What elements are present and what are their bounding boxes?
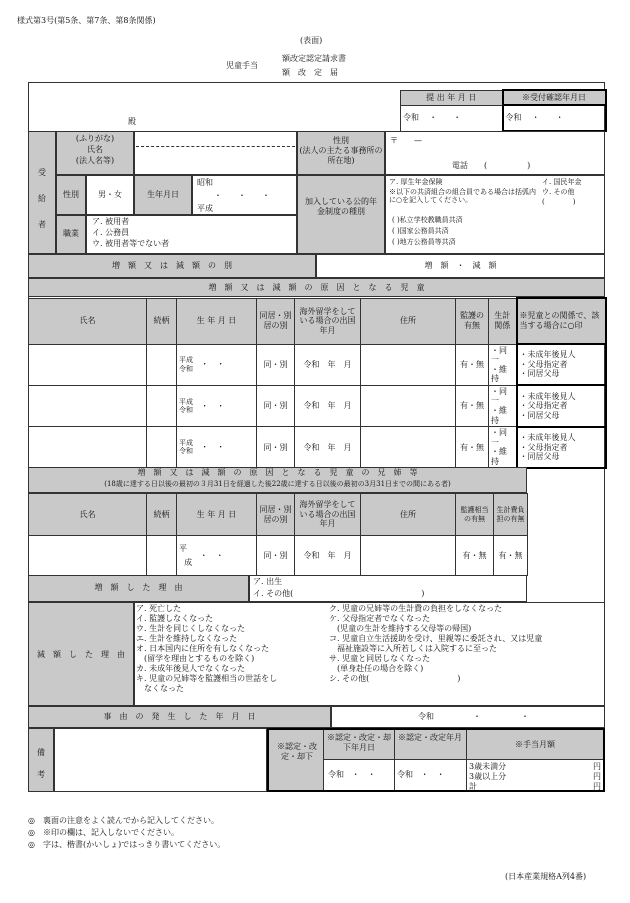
change-type-label: 増 額 又 は 減 額 の 別	[112, 261, 232, 270]
name-field[interactable]	[134, 131, 297, 175]
sib-col-abroad: 海外留学をしている場合の出国年月	[295, 494, 361, 536]
child-relation-field[interactable]	[147, 385, 177, 426]
child-name-field[interactable]	[29, 385, 147, 426]
corp-name-label: (法人名等)	[75, 156, 115, 165]
submit-date-field[interactable]: 令和 ・ ・	[401, 105, 503, 131]
receipt-date-label: ※受付確認年月日	[503, 90, 606, 105]
sib-col-address: 住所	[361, 494, 456, 536]
increase-reason-i: イ. その他( )	[253, 589, 425, 598]
child-birth-field[interactable]: 平成 令和 ・ ・	[177, 427, 257, 468]
submit-date-label: 提 出 年 月 日	[401, 90, 503, 105]
child-custody-field[interactable]: 有・無	[456, 344, 489, 385]
approval-label: ※認定・改定・却下	[277, 742, 317, 761]
phone-number: 電話 ( )	[452, 161, 531, 170]
title-prefix: 児童手当	[226, 61, 258, 70]
child-birth-field[interactable]: 平成 令和 ・ ・	[177, 385, 257, 426]
child-relation-field[interactable]	[147, 344, 177, 385]
pension-u-paren: ( )	[542, 198, 576, 206]
sib-birth-field[interactable]: 平 成 ・ ・	[177, 536, 257, 576]
birth-era-showa: 昭和	[197, 178, 213, 187]
furigana-label: (ふりがな)	[75, 134, 115, 143]
sib-col-name: 氏名	[29, 494, 147, 536]
child-name-field[interactable]	[29, 344, 147, 385]
birth-dots: ・ ・ ・	[214, 191, 270, 200]
child-abroad-field[interactable]: 令和 年 月	[295, 427, 361, 468]
job-a: ア. 被用者	[92, 217, 130, 226]
child-cohabit-field[interactable]: 同・別	[257, 385, 295, 426]
child-livelihood-field[interactable]: ・同一 ・維持	[489, 385, 517, 426]
child-abroad-field[interactable]: 令和 年 月	[295, 385, 361, 426]
child-note-field[interactable]: ・未成年後見人 ・父母指定者 ・同居父母	[517, 385, 606, 426]
sib-col-cohabit: 同居・別居の別	[257, 494, 295, 536]
sib-name-field[interactable]	[29, 536, 147, 576]
name-label: 氏名	[87, 145, 103, 154]
child-abroad-field[interactable]: 令和 年 月	[295, 344, 361, 385]
siblings-subtitle: (18歳に達する日以後の最初の３月31日を経過した後22歳に達する日以後の最初の3月31日までの間にある者)	[104, 480, 451, 488]
table-row	[29, 385, 606, 426]
job-i: イ. 公務員	[92, 228, 130, 237]
form-side: (表面)	[300, 36, 323, 45]
sib-col-relation: 続柄	[147, 494, 177, 536]
pension-note: ※以下の共済組合の組合員である場合は括弧内に○を記入してください。	[389, 188, 536, 205]
table-row	[29, 536, 528, 576]
gender-value: 男・女	[98, 190, 122, 199]
approval-month-label: ※認定・改定年月	[398, 733, 462, 742]
occurrence-field[interactable]	[331, 706, 605, 728]
child-relation-field[interactable]	[147, 427, 177, 468]
monthly-amount-field: 3歳未満分 円 3歳以上分 円 計 円	[469, 762, 601, 791]
sib-abroad-field[interactable]: 令和 年 月	[295, 536, 361, 576]
approval-date-label: ※認定・改定・却下年月日	[327, 733, 391, 752]
job-u: ウ. 被用者等でない者	[92, 239, 170, 248]
child-address-field[interactable]	[361, 344, 456, 385]
child-name-field[interactable]	[29, 427, 147, 468]
paper-standard: (日本産業規格A列4番)	[505, 872, 587, 881]
sib-address-field[interactable]	[361, 536, 456, 576]
child-cohabit-field[interactable]: 同・別	[257, 344, 295, 385]
sib-custody-field[interactable]: 有・無	[456, 536, 494, 576]
col-note: ※児童との関係で、該当する場合に○印	[517, 298, 606, 344]
decrease-reason-list-left: ア. 死亡した イ. 監護しなくなった ウ. 生計を同じくしなくなった エ. 生計を維持しなくなった オ. 日本国内に住所を有しなくなった (留学を理由とするものを除く) カ. 未成年後見人でなくなった キ. 児童の兄姉等を監護相当の世話をし なくなった	[136, 604, 278, 693]
sib-col-custody: 監護相当の有無	[456, 494, 494, 536]
child-custody-field[interactable]: 有・無	[456, 427, 489, 468]
child-birth-field[interactable]: 平成 令和 ・ ・	[177, 344, 257, 385]
sib-col-birth: 生 年 月 日	[177, 494, 257, 536]
title-line-2: 額 改 定 届	[282, 68, 338, 77]
pension-kyosai-3: ( )地方公務員等共済	[392, 238, 456, 246]
decrease-reason-list-right: ク. 児童の兄姉等の生計費の負担をしなくなった ケ. 父母指定者でなくなった (児童の生計を維持する父母等の帰国) コ. 児童自立生活援助を受け、里親等に委託され、又は児童 福祉施設等に入所若しくは入院するに至った サ. 児童と同居しなくなった (単身赴任の場合を除く) シ. その他( )	[329, 604, 543, 683]
divider	[394, 730, 395, 790]
remarks-field[interactable]	[54, 728, 267, 792]
sib-col-burden: 生計費負担の有無	[494, 494, 528, 536]
pension-u: ウ. その他	[542, 188, 575, 196]
child-livelihood-field[interactable]: ・同一 ・維持	[489, 344, 517, 385]
col-custody: 監護の有無	[456, 298, 489, 344]
col-address: 住所	[361, 298, 456, 344]
table-row	[29, 427, 606, 468]
child-custody-field[interactable]: 有・無	[456, 385, 489, 426]
form-number: 様式第3号(第5条、第7条、第8条関係)	[17, 16, 156, 25]
approval-month-field: 令和 ・ ・	[397, 770, 445, 779]
children-title: 増 額 又 は 減 額 の 原 因 と な る 児 童	[28, 278, 605, 297]
col-abroad: 海外留学をしている場合の出国年月	[295, 298, 361, 344]
sib-relation-field[interactable]	[147, 536, 177, 576]
pension-label: 加入している公的年金制度の種別	[305, 197, 377, 216]
applicant-section-label: 受 給 者	[38, 168, 46, 229]
increase-reason-label: 増 額 し た 理 由	[94, 583, 183, 592]
col-cohabit: 同居・別居の別	[257, 298, 295, 344]
address-label: 性別 (法人の主たる事務所の所在地)	[299, 136, 383, 165]
col-relation: 続柄	[147, 298, 177, 344]
occurrence-era: 令和	[418, 712, 434, 721]
change-type-value: 増 額 ・ 減 額	[424, 261, 497, 270]
occurrence-label: 事 由 の 発 生 し た 年 月 日	[103, 712, 256, 721]
remarks-label: 備 考	[37, 748, 45, 779]
child-address-field[interactable]	[361, 427, 456, 468]
pension-i: イ. 国民年金	[542, 178, 582, 186]
increase-reason-a: ア. 出生	[253, 577, 283, 586]
title-line-1: 額改定認定請求書	[282, 54, 346, 63]
child-livelihood-field[interactable]: ・同一 ・維持	[489, 427, 517, 468]
sib-cohabit-field[interactable]: 同・別	[257, 536, 295, 576]
child-cohabit-field[interactable]: 同・別	[257, 427, 295, 468]
occurrence-dots: ・ ・	[473, 712, 529, 721]
pension-kyosai-1: ( )私立学校教職員共済	[392, 216, 463, 224]
col-livelihood: 生計関係	[489, 298, 517, 344]
birth-label: 生年月日	[147, 190, 179, 199]
birth-era-heisei: 平成	[197, 204, 213, 213]
table-row	[29, 344, 606, 385]
children-table	[28, 297, 607, 469]
footer-notes: ◎ 裏面の注意をよく読んでから記入してください。 ◎ ※印の欄は、記入しないでください。 ◎ 字は、楷書(かいしょ)ではっきり書いてください。	[28, 816, 226, 849]
receipt-date-field: 令和 ・ ・	[503, 105, 606, 131]
postal-code: 〒 —	[390, 136, 422, 145]
job-label: 職業	[63, 229, 79, 238]
date-table	[400, 89, 607, 132]
pension-kyosai-2: ( )国家公務員共済	[392, 227, 449, 235]
child-note-field[interactable]: ・未成年後見人 ・父母指定者 ・同居父母	[517, 427, 606, 468]
child-address-field[interactable]	[361, 385, 456, 426]
siblings-table	[28, 493, 528, 576]
siblings-title: 増 額 又 は 減 額 の 原 因 と な る 児 童 の 兄 姉 等	[137, 468, 418, 477]
col-birth: 生 年 月 日	[177, 298, 257, 344]
gender-label: 性別	[63, 190, 79, 199]
monthly-amount-label: ※手当月額	[515, 740, 555, 749]
sib-burden-field[interactable]: 有・無	[494, 536, 528, 576]
approval-date-field: 令和 ・ ・	[328, 770, 376, 779]
pension-a: ア. 厚生年金保険	[389, 178, 443, 186]
furigana-divider	[136, 146, 295, 147]
addressee: 殿	[128, 117, 136, 126]
decrease-reason-label: 減 額 し た 理 由	[37, 650, 125, 659]
col-name: 氏名	[29, 298, 147, 344]
child-note-field[interactable]: ・未成年後見人 ・父母指定者 ・同居父母	[517, 344, 606, 385]
